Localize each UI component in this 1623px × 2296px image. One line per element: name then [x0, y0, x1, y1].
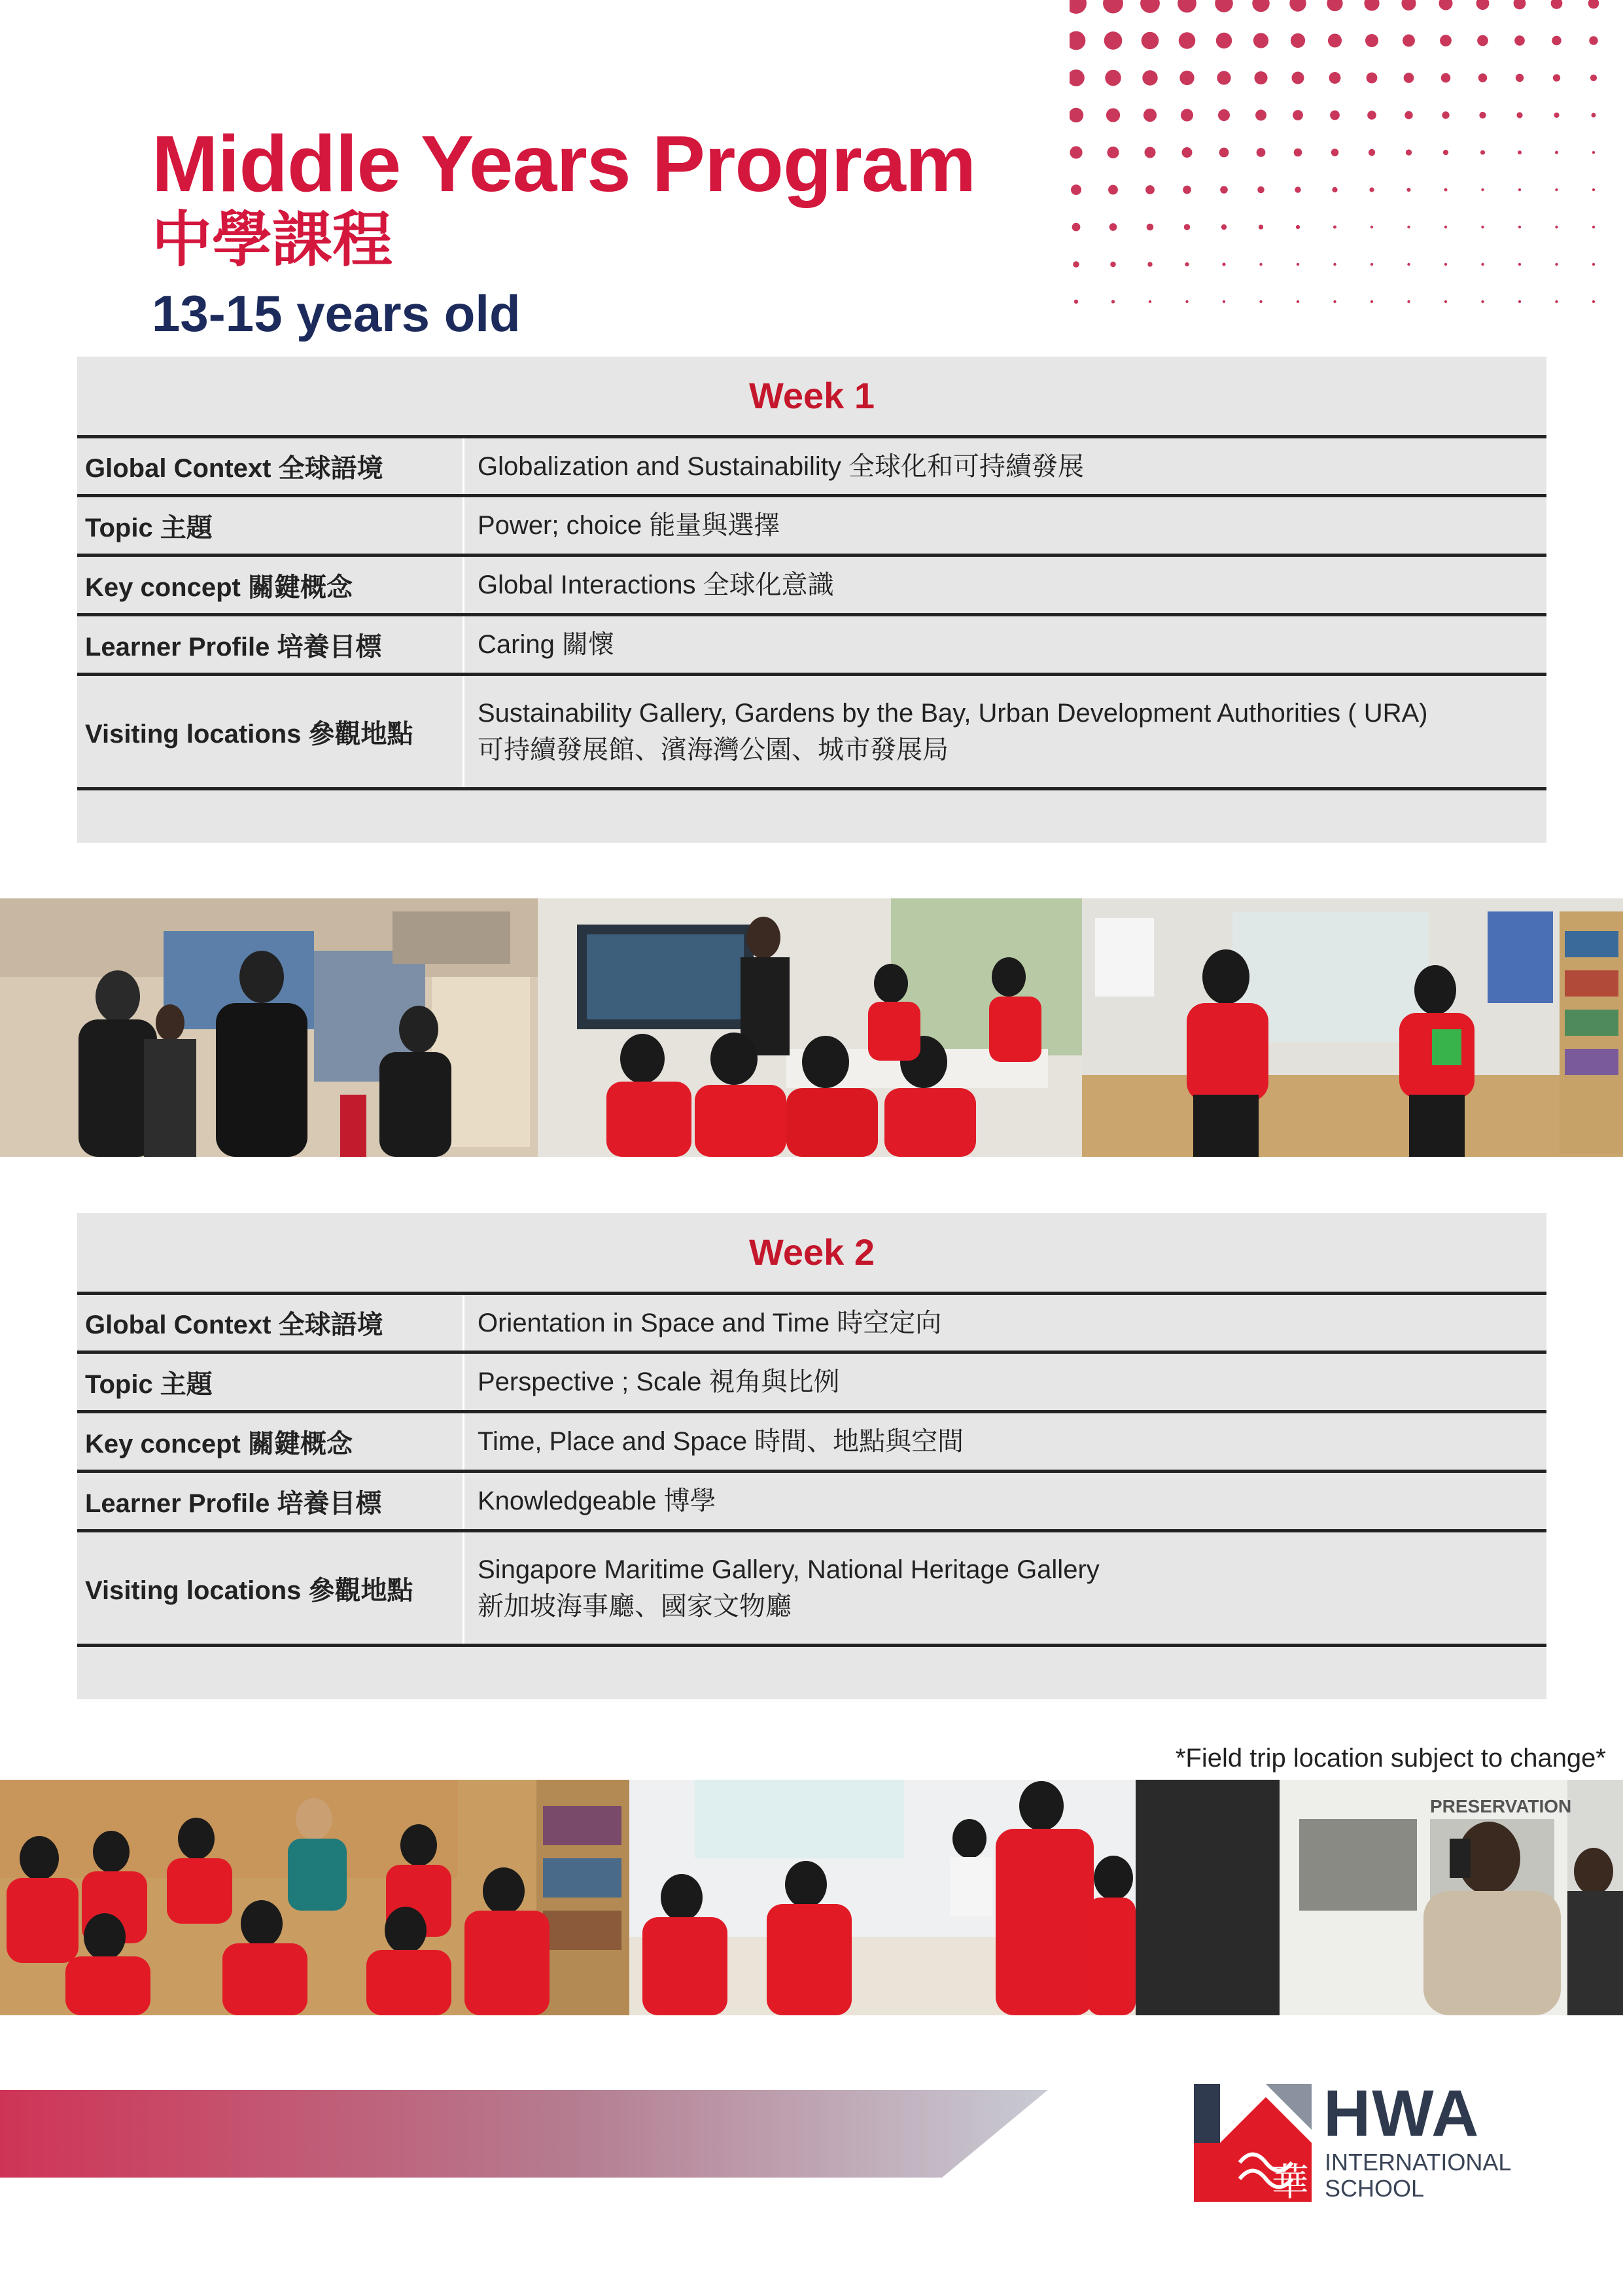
decoration-dot [1514, 35, 1525, 46]
decoration-dot [1479, 112, 1486, 118]
row-label: Visiting locations 參觀地點 [77, 1532, 464, 1644]
row-value-text: Power; choice 能量與選擇 [478, 511, 780, 540]
decoration-dot [1142, 32, 1159, 50]
decoration-dot [1294, 149, 1302, 157]
photo-strip-week-1 [0, 898, 1623, 1157]
decoration-dot [1297, 300, 1299, 303]
decoration-dot [1147, 224, 1154, 231]
decoration-dot [1182, 147, 1193, 158]
decoration-dot [1478, 73, 1488, 82]
decoration-dot [1588, 0, 1599, 9]
decoration-dot [1589, 36, 1597, 44]
decoration-dot [1259, 224, 1263, 229]
decoration-dot [1518, 263, 1521, 266]
decoration-dot [1370, 226, 1373, 228]
decoration-dot [1184, 224, 1191, 230]
row-value [464, 1295, 1546, 1351]
decoration-dot [1104, 31, 1123, 50]
row-value-text: Globalization and Sustainability 全球化和可持續發展 [478, 451, 1085, 481]
decoration-dot [1178, 0, 1196, 12]
decoration-dot [1555, 263, 1558, 266]
row-value-text: Orientation in Space and Time 時空定向 [478, 1308, 942, 1337]
decoration-dot [1222, 262, 1225, 266]
row-value [464, 438, 1546, 494]
decoration-dot [1111, 300, 1115, 303]
photo-sign-text: PRESERVATION [1430, 1796, 1572, 1816]
decoration-dot [1254, 71, 1267, 84]
decoration-dot [1292, 72, 1304, 84]
decoration-dot [1480, 150, 1485, 154]
decoration-dot [1145, 185, 1155, 194]
decoration-dot [1407, 300, 1410, 303]
decoration-dot [1518, 150, 1522, 154]
decoration-dot [1407, 263, 1410, 266]
decoration-dot [1444, 226, 1447, 228]
row-value [464, 497, 1546, 554]
decoration-dot [1442, 111, 1449, 118]
decoration-dot [1291, 33, 1305, 48]
decoration-dot [1555, 226, 1558, 228]
decoration-dot [1073, 261, 1079, 268]
decoration-dot [1253, 33, 1268, 48]
decoration-dot [1592, 300, 1595, 303]
decoration-dot [1403, 35, 1415, 47]
table-footer [77, 1647, 1546, 1699]
week-title: Week 1 [77, 357, 1546, 438]
decoration-dot [1108, 185, 1118, 195]
decoration-dot [1109, 223, 1117, 231]
row-value [464, 1473, 1546, 1529]
dot-pattern-decoration [1070, 0, 1623, 314]
decoration-dot [1555, 300, 1558, 303]
decoration-dot [1333, 225, 1336, 228]
decoration-dot [1332, 187, 1337, 192]
decoration-dot [1592, 151, 1595, 154]
table-row [77, 497, 1546, 557]
decoration-dot [1145, 147, 1156, 158]
decoration-dot [1441, 73, 1451, 83]
decoration-dot [1370, 300, 1373, 303]
table-row [77, 1295, 1546, 1354]
decoration-dot [1110, 262, 1116, 268]
decoration-dot [1105, 70, 1121, 86]
row-label: Global Context 全球語境 [77, 438, 464, 494]
decoration-dot [1072, 223, 1081, 232]
hwa-logo-mark-icon [1194, 2084, 1312, 2202]
decoration-dot [1181, 109, 1193, 121]
row-label: Key concept 關鍵概念 [77, 1413, 464, 1470]
table-footer [77, 790, 1546, 843]
photo-students-exhibit [0, 898, 538, 1157]
decoration-dot [1221, 224, 1227, 230]
decoration-dot [1444, 188, 1448, 192]
decoration-dot [1217, 71, 1230, 84]
week-1-table [77, 357, 1546, 843]
decoration-dot [1179, 71, 1194, 85]
decoration-dot [1440, 35, 1452, 46]
row-label: Learner Profile 培養目標 [77, 1473, 464, 1529]
decoration-dot [1106, 108, 1120, 122]
decoration-dot [1297, 263, 1299, 266]
row-value-text: Sustainability Gallery, Gardens by the Bay, Urban Development Authorities ( URA) [478, 699, 1428, 728]
decoration-dot [1327, 0, 1342, 11]
row-label: Learner Profile 培養目標 [77, 616, 464, 673]
decoration-dot [1516, 74, 1524, 82]
table-row [77, 438, 1546, 497]
decoration-dot [1103, 0, 1123, 13]
decoration-dot [1107, 147, 1119, 158]
table-row [77, 616, 1546, 676]
decoration-dot [1259, 263, 1262, 266]
decoration-dot [1070, 108, 1083, 122]
decoration-dot [1179, 32, 1196, 49]
footer-gradient-bar [0, 2090, 1048, 2178]
decoration-dot [1444, 263, 1447, 266]
week-2-table [77, 1213, 1546, 1699]
decoration-dot [1070, 69, 1085, 86]
logo-subtitle-line2: SCHOOL [1325, 2175, 1425, 2202]
decoration-dot [1216, 33, 1232, 48]
table-row [77, 1413, 1546, 1473]
decoration-dot [1328, 33, 1342, 47]
decoration-dot [1592, 226, 1595, 228]
decoration-dot [1551, 0, 1563, 9]
decoration-dot [1289, 0, 1306, 12]
decoration-dot [1293, 110, 1303, 120]
decoration-dot [1555, 151, 1558, 154]
photo-strip-week-2 [0, 1780, 1623, 2015]
decoration-dot [1444, 300, 1447, 303]
decoration-dot [1592, 188, 1595, 191]
field-trip-note: *Field trip location subject to change* [1175, 1744, 1606, 1773]
row-value [464, 676, 1546, 787]
decoration-dot [1149, 300, 1151, 303]
decoration-dot [1070, 0, 1087, 14]
row-label: Key concept 關鍵概念 [77, 557, 464, 613]
row-value [464, 1413, 1546, 1470]
logo-subtitle-line1: INTERNATIONAL [1325, 2149, 1512, 2176]
decoration-dot [1070, 146, 1082, 158]
decoration-dot [1219, 148, 1229, 158]
decoration-dot [1220, 186, 1228, 194]
decoration-dot [1295, 186, 1300, 192]
decoration-dot [1518, 226, 1521, 228]
decoration-dot [1518, 300, 1521, 303]
decoration-dot [1364, 0, 1379, 11]
decoration-dot [1215, 0, 1233, 12]
row-label: Topic 主題 [77, 497, 464, 554]
decoration-dot [1514, 0, 1526, 9]
decoration-dot [1370, 263, 1373, 266]
decoration-dot [1074, 300, 1078, 304]
logo-mark-char: 華 [1271, 2160, 1310, 2202]
decoration-dot [1481, 226, 1484, 228]
row-value-text: Perspective ; Scale 視角與比例 [478, 1368, 840, 1396]
decoration-dot [1477, 35, 1488, 46]
table-row [77, 1532, 1546, 1647]
decoration-dot [1142, 70, 1157, 85]
decoration-dot [1592, 263, 1595, 266]
decoration-dot [1140, 0, 1160, 13]
decoration-dot [1405, 111, 1413, 120]
table-row [77, 676, 1546, 790]
decoration-dot [1407, 226, 1410, 228]
row-value-text: Singapore Maritime Gallery, National Heritage Gallery [478, 1555, 1100, 1584]
decoration-dot [1555, 188, 1558, 191]
photo-students-presenting [1082, 898, 1623, 1157]
photo-gallery-visit [1136, 1780, 1623, 2015]
decoration-dot [1481, 188, 1484, 191]
decoration-dot [1185, 300, 1188, 303]
table-row [77, 557, 1546, 616]
decoration-dot [1259, 300, 1262, 303]
row-value [464, 616, 1546, 673]
decoration-dot [1443, 150, 1448, 155]
row-value-text-chinese: 可持續發展館、濱海灣公園、城市發展局 [478, 735, 949, 764]
row-value-text: Time, Place and Space 時間、地點與空間 [478, 1427, 964, 1456]
decoration-dot [1404, 73, 1414, 83]
decoration-dot [1439, 0, 1453, 10]
page-title: Middle Years Program [152, 119, 976, 208]
row-value-text: Caring 關懷 [478, 630, 614, 659]
decoration-dot [1257, 186, 1265, 194]
row-label: Visiting locations 參觀地點 [77, 676, 464, 787]
logo-name: HWA [1323, 2077, 1480, 2150]
decoration-dot [1369, 149, 1375, 156]
decoration-dot [1406, 188, 1410, 192]
decoration-dot [1481, 263, 1484, 266]
row-value-text-chinese: 新加坡海事廳、國家文物廳 [478, 1592, 792, 1621]
decoration-dot [1333, 263, 1336, 266]
row-value [464, 1532, 1546, 1644]
decoration-dot [1516, 112, 1522, 118]
row-label: Global Context 全球語境 [77, 1295, 464, 1351]
decoration-dot [1329, 72, 1341, 84]
table-row [77, 1354, 1546, 1413]
decoration-dot [1406, 149, 1412, 155]
decoration-dot [1255, 110, 1266, 121]
decoration-dot [1185, 262, 1189, 266]
decoration-dot [1518, 188, 1521, 191]
row-label: Topic 主題 [77, 1354, 464, 1410]
page-title-chinese: 中學課程 [152, 205, 393, 275]
decoration-dot [1331, 149, 1339, 156]
decoration-dot [1476, 0, 1490, 10]
decoration-dot [1367, 111, 1376, 120]
decoration-dot [1183, 186, 1191, 194]
age-range: 13-15 years old [152, 285, 521, 342]
row-value [464, 557, 1546, 613]
row-value-text: Knowledgeable 博學 [478, 1487, 716, 1515]
hwa-school-logo [1194, 2077, 1512, 2202]
decoration-dot [1554, 113, 1559, 118]
decoration-dot [1401, 0, 1416, 10]
decoration-dot [1147, 262, 1152, 266]
decoration-dot [1296, 225, 1300, 229]
decoration-dot [1071, 185, 1081, 195]
decoration-dot [1218, 109, 1230, 121]
decoration-dot [1590, 75, 1597, 81]
decoration-dot [1592, 113, 1596, 118]
decoration-dot [1553, 74, 1560, 81]
decoration-dot [1330, 111, 1340, 120]
decoration-dot [1333, 300, 1336, 303]
decoration-dot [1369, 187, 1374, 192]
decoration-dot [1252, 0, 1270, 12]
decoration-dot [1070, 31, 1085, 50]
decoration-dot [1481, 300, 1484, 303]
decoration-dot [1367, 73, 1378, 84]
row-value [464, 1354, 1546, 1410]
row-value-text: Global Interactions 全球化意識 [478, 571, 834, 599]
decoration-dot [1552, 36, 1562, 46]
decoration-dot [1365, 34, 1378, 47]
table-row [77, 1473, 1546, 1532]
decoration-dot [1143, 109, 1157, 122]
photo-students-seated-class [629, 1780, 1136, 2015]
decoration-dot [1257, 148, 1266, 157]
photo-classroom-presentation [538, 898, 1082, 1157]
decoration-dot [1223, 300, 1225, 303]
week-title: Week 2 [77, 1213, 1546, 1295]
photo-students-circle [0, 1780, 629, 2015]
